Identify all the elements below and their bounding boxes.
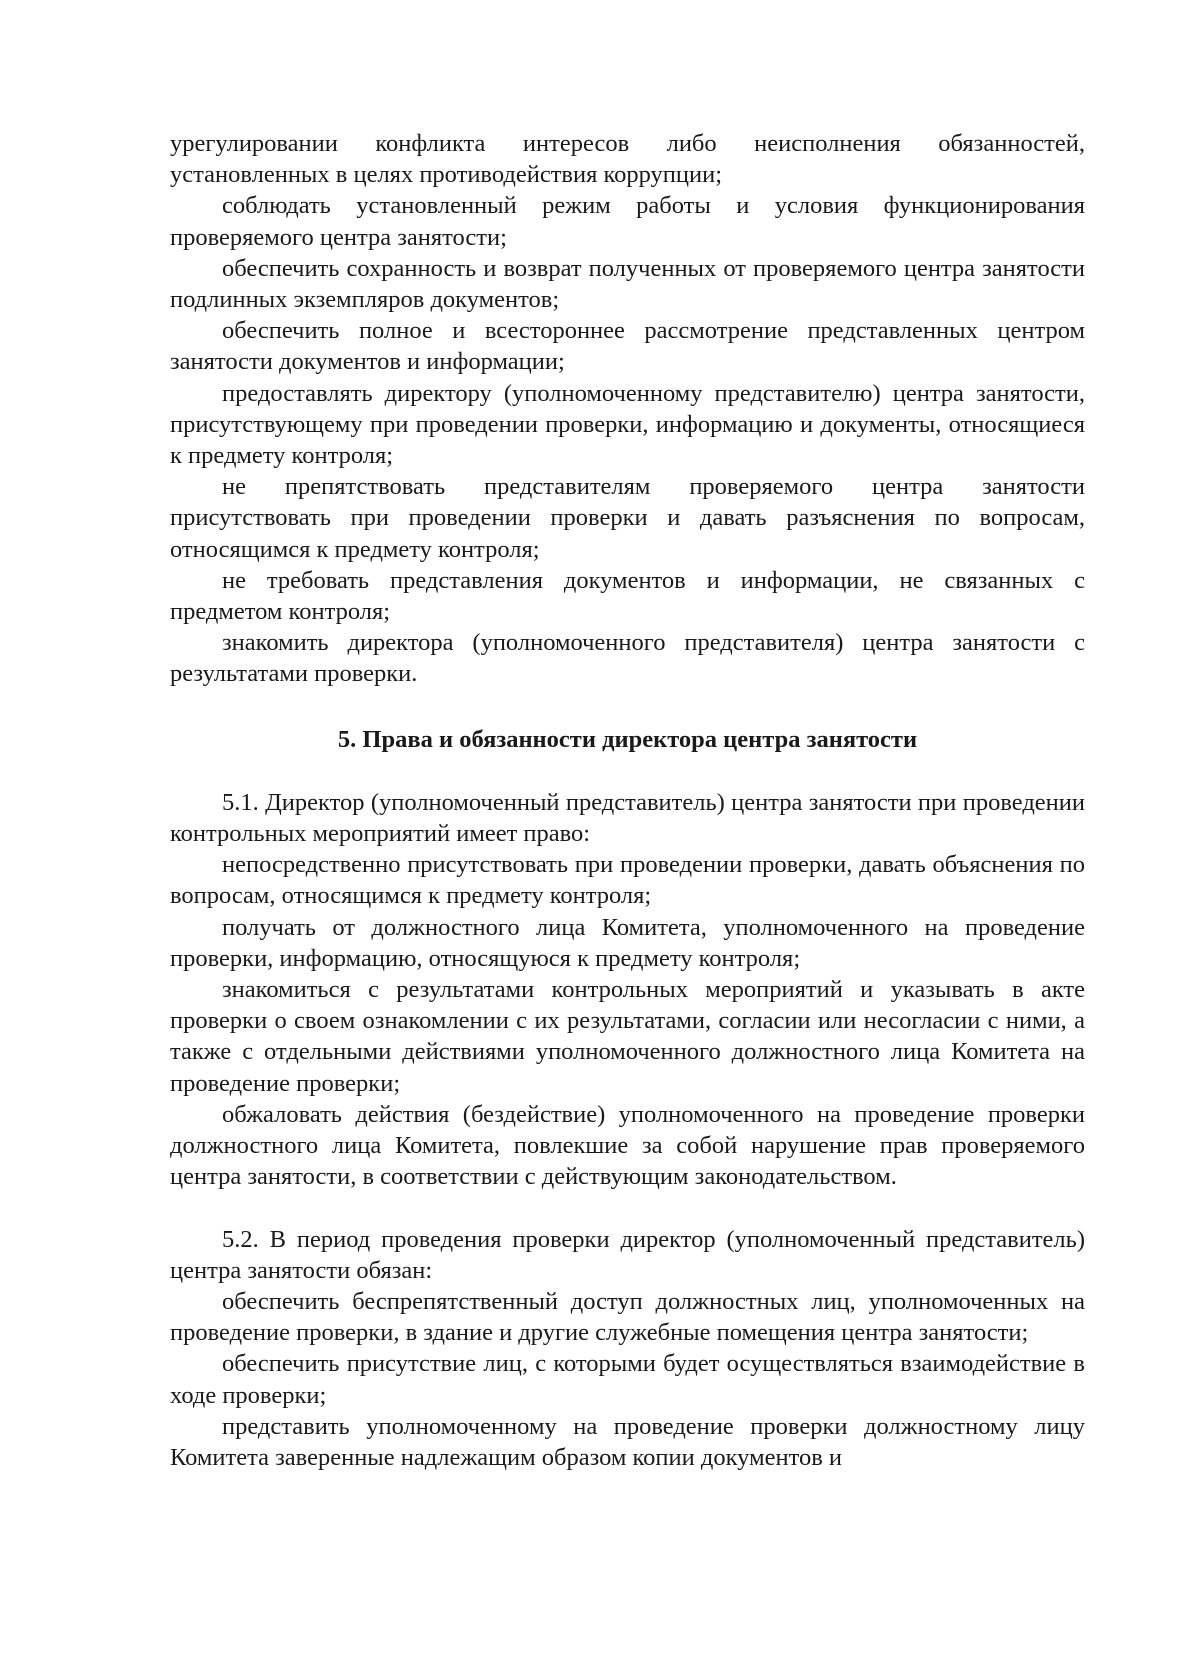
paragraph: предоставлять директору (уполномоченному представителю) центра занятости, присутствующему при проведении проверки, информацию и документы, относящиеся к предмету контроля; [170,379,1085,470]
paragraph: знакомиться с результатами контрольных мероприятий и указывать в акте проверки о своем ознакомлении с их результатами, согласии или несогласии с ними, а также с отдельными действиями уполномоченного должностного лица Комитета на проведение проверки; [170,976,1085,1097]
paragraph: не препятствовать представителям проверяемого центра занятости присутствовать при проведении проверки и давать разъяснения по вопросам, относящимся к предмету контроля; [170,473,1085,563]
paragraph: обеспечить беспрепятственный доступ должностных лиц, уполномоченных на проведение проверки, в здание и другие служебные помещения центра занятости; [170,1287,1085,1347]
paragraph: обжаловать действия (бездействие) уполномоченного на проведение проверки должностного лица Комитета, повлекшие за собой нарушение прав проверяемого центра занятости, в соответствии с действующим законодательством. [170,1100,1085,1191]
paragraph: получать от должностного лица Комитета, уполномоченного на проведение проверки, информацию, относящуюся к предмету контроля; [170,913,1085,972]
paragraph: соблюдать установленный режим работы и условия функционирования проверяемого центра занятости; [170,192,1085,251]
paragraph: обеспечить полное и всестороннее рассмотрение представленных центром занятости документов и информации; [170,317,1085,376]
paragraph: 5.2. В период проведения проверки директор (уполномоченный представитель) центра занятости обязан: [170,1225,1085,1284]
paragraph: обеспечить присутствие лиц, с которыми будет осуществляться взаимодействие в ходе проверки; [170,1350,1085,1409]
section-heading: 5. Права и обязанности директора центра занятости [337,725,918,753]
paragraph-continuation: урегулировании конфликта интересов либо неисполнения обязанностей, установленных в целях противодействия коррупции; [170,130,1085,189]
paragraph: 5.1. Директор (уполномоченный представитель) центра занятости при проведении контрольных мероприятий имеет право: [170,788,1085,848]
paragraph: обеспечить сохранность и возврат полученных от проверяемого центра занятости подлинных экземпляров документов; [170,254,1085,314]
paragraph: не требовать представления документов и информации, не связанных с предметом контроля; [170,566,1085,626]
paragraph-gap [170,1193,1085,1224]
paragraph: представить уполномоченному на проведение проверки должностному лицу Комитета заверенные надлежащим образом копии документов и [170,1412,1085,1471]
document-page [170,128,1085,1473]
paragraph: знакомить директора (уполномоченного представителя) центра занятости с результатами проверки. [170,629,1085,688]
paragraph: непосредственно присутствовать при проведении проверки, давать объяснения по вопросам, относящимся к предмету контроля; [170,851,1085,910]
